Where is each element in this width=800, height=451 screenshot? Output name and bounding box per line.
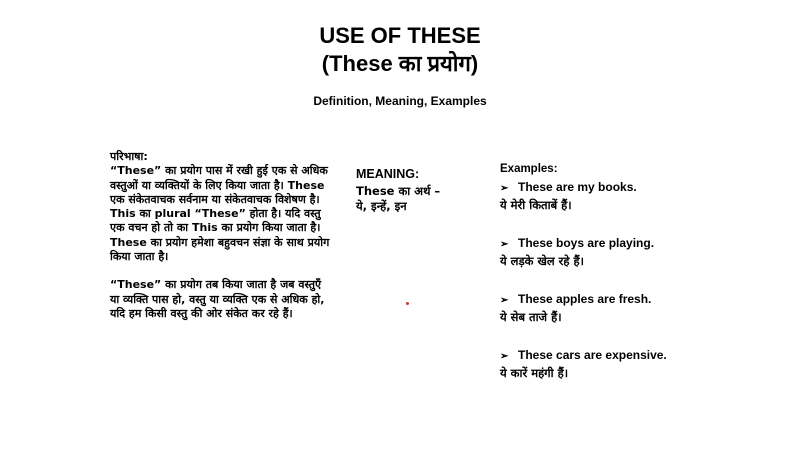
definition-paragraph-2: “These” का प्रयोग तब किया जाता है जब वस्तुएँ या व्यक्ति पास हो, वस्तु या व्यक्ति एक से अधिक हो, यदि हम किसी वस्तु की ओर संकेत कर रहे हैं। xyxy=(110,278,325,320)
example-hindi: ये मेरी किताबें हैं। xyxy=(500,198,572,213)
definition-paragraph-1: “These” का प्रयोग पास में रखी हुई एक से अधिक वस्तुओं या व्यक्तियों के लिए किया जाता है। These एक संकेतवाचक सर्वनाम या संकेतवाचक विशेषण है। This का plural “These” होता है। यदि वस्तु एक वचन हो तो का This का प्रयोग किया जाता है। These का प्रयोग हमेशा बहुवचन संज्ञा के साथ प्रयोग किया जाता है। xyxy=(110,164,330,264)
example-hindi: ये सेब ताजे हैं। xyxy=(500,310,562,325)
definition-heading: परिभाषा: xyxy=(110,150,148,163)
arrow-bullet-icon: ➢ xyxy=(500,295,509,307)
arrow-bullet-icon: ➢ xyxy=(500,239,509,251)
example-item xyxy=(500,347,700,381)
arrow-bullet-icon: ➢ xyxy=(500,183,509,195)
definition-column xyxy=(110,150,332,335)
example-item xyxy=(500,179,700,213)
examples-column xyxy=(500,162,700,403)
example-english: These are my books. xyxy=(518,180,637,195)
example-english: These boys are playing. xyxy=(518,236,655,251)
example-item xyxy=(500,235,700,269)
example-hindi: ये कारें महंगी हैं। xyxy=(500,366,569,381)
meaning-line-2: ये, इन्हें, इन xyxy=(356,199,407,213)
example-english: These cars are expensive. xyxy=(518,348,667,363)
example-english: These apples are fresh. xyxy=(518,292,652,307)
title-line-2: (These का प्रयोग) xyxy=(321,51,479,76)
arrow-bullet-icon: ➢ xyxy=(500,351,509,363)
meaning-heading: MEANING: xyxy=(356,167,420,181)
meaning-column xyxy=(356,167,468,214)
examples-heading: Examples: xyxy=(500,163,558,175)
example-hindi: ये लड़के खेल रहे हैं। xyxy=(500,254,584,269)
example-item xyxy=(500,291,700,325)
slide-subtitle: Definition, Meaning, Examples xyxy=(313,94,487,108)
meaning-line-1: These का अर्थ – xyxy=(356,184,441,198)
pointer-dot xyxy=(406,302,409,305)
slide-title xyxy=(0,22,800,78)
title-line-1: USE OF THESE xyxy=(319,23,481,48)
